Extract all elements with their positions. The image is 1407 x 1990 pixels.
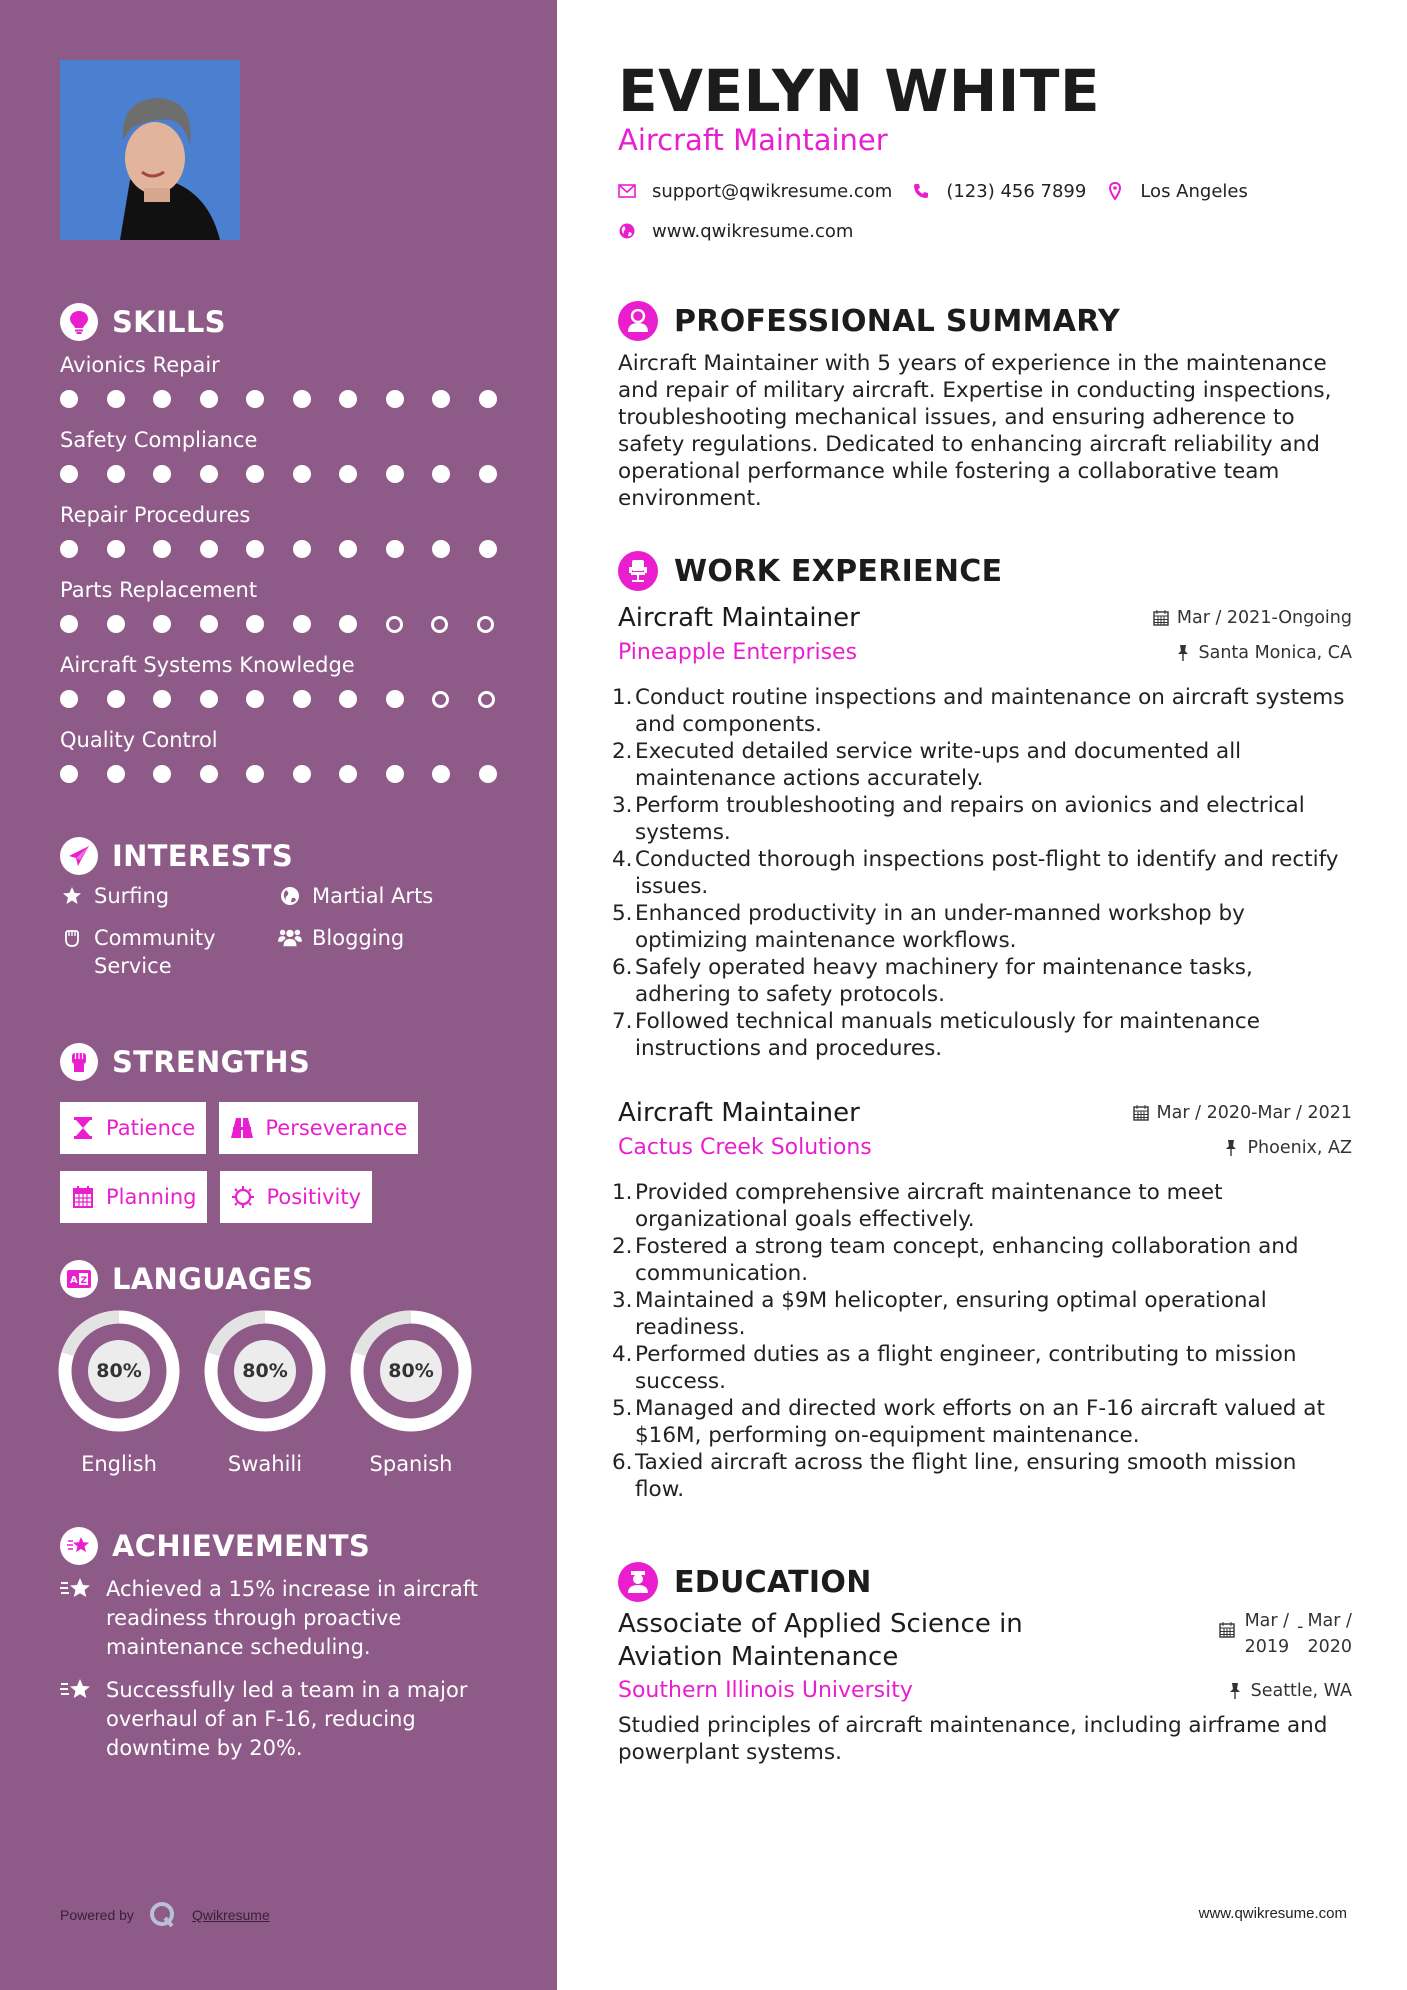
skill-rating [60,764,500,784]
rating-dot-filled [200,390,218,408]
contact-email[interactable]: support@qwikresume.com [618,181,892,202]
job-bullets [612,1179,1352,1503]
job-bullet: 3. Maintained a $9M helicopter, ensuring optimal operational readiness. [612,1288,1267,1340]
job-entry [612,600,1352,1062]
job-bullet: 4. Conducted thorough inspections post-flight to identify and rectify issues. [612,847,1339,899]
rating-dot-empty [432,691,449,708]
education-location: Seattle, WA [1227,1681,1352,1701]
pushpin-icon [1227,1683,1243,1699]
job-bullet: 2. Fostered a strong team concept, enhancing collaboration and communication. [612,1234,1299,1286]
rating-dot-filled [107,765,125,783]
rating-dot-filled [153,765,171,783]
main-content [557,0,1407,1990]
skill-label: Parts Replacement [60,578,258,602]
job-bullet: 4. Performed duties as a flight engineer, contributing to mission success. [612,1342,1297,1394]
job-bullet: 1. Conduct routine inspections and maintenance on aircraft systems and components. [612,685,1345,737]
rating-dot-filled [60,465,78,483]
job-title: Aircraft Maintainer [618,1098,860,1128]
pushpin-icon [1175,645,1191,661]
rating-dot-filled [107,465,125,483]
rating-dot-filled [153,390,171,408]
skill-label: Quality Control [60,728,218,752]
language-item: 80% English [58,1310,180,1476]
hourglass-icon [72,1117,94,1139]
office-chair-icon [618,551,658,591]
rating-dot-filled [293,765,311,783]
rating-dot-filled [432,765,450,783]
rating-dot-filled [386,690,404,708]
rating-dot-filled [293,390,311,408]
rating-dot-empty [478,691,495,708]
rating-dot-filled [60,615,78,633]
rating-dot-filled [479,390,497,408]
phone-icon [912,182,930,200]
job-bullet: 5. Managed and directed work efforts on an F-16 aircraft valued at $16M, performing on-equipment maintenance. [612,1396,1325,1448]
rating-dot-filled [153,465,171,483]
rating-dot-filled [246,390,264,408]
rating-dot-filled [293,615,311,633]
rating-dot-filled [200,540,218,558]
language-item: 80% Swahili [204,1310,326,1476]
shooting-star-icon [60,1575,92,1603]
school-name: Southern Illinois University [618,1678,913,1703]
skill-label: Repair Procedures [60,503,251,527]
contact-website[interactable]: www.qwikresume.com [618,221,853,242]
users-icon [278,924,302,952]
rating-dot-filled [339,540,357,558]
svg-text:A: A [70,1275,78,1286]
rating-dot-filled [246,465,264,483]
achievement-item: Achieved a 15% increase in aircraft readiness through proactive maintenance scheduling. [60,1575,510,1662]
rating-dot-filled [339,390,357,408]
rating-dot-filled [386,765,404,783]
calendar-icon [1219,1620,1235,1646]
achievements-list [60,1575,510,1777]
rating-dot-filled [386,390,404,408]
rating-dot-filled [200,615,218,633]
rating-dot-filled [107,615,125,633]
job-company: Cactus Creek Solutions [618,1135,872,1160]
translate-icon [60,1260,98,1298]
skill-item [60,725,500,784]
road-icon [231,1117,253,1139]
rating-dot-filled [432,540,450,558]
interest-item: Martial Arts [278,882,498,910]
shooting-star-icon [60,1527,98,1565]
rating-dot-filled [107,390,125,408]
rating-dot-filled [107,690,125,708]
skill-rating [60,614,500,634]
rating-dot-filled [479,465,497,483]
skill-item [60,575,500,634]
portrait-image [60,60,240,240]
globe-icon [618,222,636,240]
rating-dot-filled [386,465,404,483]
job-bullets [612,684,1352,1062]
job-location: Phoenix, AZ [1223,1138,1352,1158]
rating-dot-filled [339,690,357,708]
map-pin-icon [1106,182,1124,200]
job-bullet: 6. Safely operated heavy machinery for maintenance tasks, adhering to safety protocols. [612,955,1253,1007]
rating-dot-empty [477,616,494,633]
job-bullet: 1. Provided comprehensive aircraft maintenance to meet organizational goals effectively. [612,1180,1223,1232]
skill-item [60,500,500,559]
experience-heading: WORK EXPERIENCE [618,550,1002,592]
sun-icon [232,1186,254,1208]
candidate-name: EVELYN WHITE [618,57,1101,125]
skill-item [60,350,500,409]
rating-dot-filled [60,690,78,708]
language-progress-ring: 80% [204,1310,326,1432]
rating-dot-filled [107,540,125,558]
rating-dot-filled [293,540,311,558]
job-bullet: 3. Perform troubleshooting and repairs on avionics and electrical systems. [612,793,1305,845]
user-icon [618,301,658,341]
sidebar [0,0,557,1990]
job-bullet: 5. Enhanced productivity in an under-manned workshop by optimizing maintenance workflows. [612,901,1245,953]
education-entry [618,1608,1352,1766]
lightbulb-icon [60,303,98,341]
rating-dot-filled [293,690,311,708]
shooting-star-icon [60,1676,92,1704]
job-bullet: 2. Executed detailed service write-ups and documented all maintenance actions accurately. [612,739,1242,791]
graduate-icon [618,1562,658,1602]
contact-phone[interactable]: (123) 456 7899 [912,181,1086,202]
rating-dot-filled [200,465,218,483]
hand-icon [60,924,84,952]
rating-dot-filled [60,540,78,558]
rating-dot-filled [479,765,497,783]
skill-label: Aircraft Systems Knowledge [60,653,355,677]
footer-website-link[interactable]: www.qwikresume.com [1198,1905,1347,1922]
language-item: 80% Spanish [350,1310,472,1476]
skills-heading: SKILLS [60,302,226,342]
languages-list [58,1310,496,1476]
star-icon [60,882,84,910]
globe-icon [278,882,302,910]
candidate-title: Aircraft Maintainer [618,123,888,157]
rating-dot-filled [432,465,450,483]
rating-dot-empty [386,616,403,633]
job-entry [612,1095,1352,1503]
rating-dot-filled [479,540,497,558]
strengths-list [60,1102,510,1240]
languages-heading: A Z LANGUAGES [60,1259,313,1299]
education-dates: Mar / 2019 - Mar / 2020 [1219,1608,1352,1660]
calendar-icon [1153,610,1169,626]
powered-by: Powered by Qwikresume [60,1900,270,1930]
profile-photo [60,60,240,240]
skill-item [60,650,500,709]
achievements-heading: ACHIEVEMENTS [60,1526,370,1566]
language-progress-ring: 80% [350,1310,472,1432]
rating-dot-filled [60,390,78,408]
rating-dot-filled [246,690,264,708]
strengths-heading: STRENGTHS [60,1042,310,1082]
education-description: Studied principles of aircraft maintenance, including airframe and powerplant systems. [618,1713,1328,1765]
interests-heading: INTERESTS [60,836,293,876]
job-location: Santa Monica, CA [1175,643,1353,663]
rating-dot-filled [386,540,404,558]
skill-rating [60,389,500,409]
rating-dot-filled [246,765,264,783]
qwikresume-link[interactable]: Qwikresume [191,1907,270,1923]
job-title: Aircraft Maintainer [618,603,860,633]
pushpin-icon [1223,1140,1239,1156]
language-progress-ring: 80% [58,1310,180,1432]
interest-item: Blogging [278,924,498,980]
achievement-item: Successfully led a team in a major overhaul of an F-16, reducing downtime by 20%. [60,1676,510,1763]
summary-heading: PROFESSIONAL SUMMARY [618,300,1120,342]
qwikresume-logo-icon [148,1900,178,1930]
calendar-icon [1133,1105,1149,1121]
education-heading: EDUCATION [618,1561,872,1603]
rating-dot-filled [153,690,171,708]
skill-rating [60,689,500,709]
rating-dot-filled [153,615,171,633]
contact-location: Los Angeles [1106,181,1248,202]
skill-rating [60,539,500,559]
interests-list [60,882,510,980]
job-bullet: 6. Taxied aircraft across the flight line, ensuring smooth mission flow. [612,1450,1297,1502]
rating-dot-filled [432,390,450,408]
skill-label: Avionics Repair [60,353,220,377]
rating-dot-filled [339,765,357,783]
skill-label: Safety Compliance [60,428,258,452]
fist-icon [60,1043,98,1081]
paper-plane-icon [60,837,98,875]
job-dates: Mar / 2021-Ongoing [1153,608,1352,628]
rating-dot-filled [153,540,171,558]
skill-rating [60,464,500,484]
interest-item: Surfing [60,882,278,910]
strength-badge: Patience [60,1102,206,1154]
rating-dot-filled [60,765,78,783]
degree-title: Associate of Applied Science in Aviation Maintenance [618,1609,1023,1672]
strength-badge: Planning [60,1171,207,1223]
skill-item [60,425,500,484]
strength-badge: Perseverance [219,1102,418,1154]
rating-dot-filled [200,765,218,783]
rating-dot-filled [339,615,357,633]
rating-dot-filled [293,465,311,483]
summary-text: Aircraft Maintainer with 5 years of experience in the maintenance and repair of military aircraft. Expertise in conducting inspections, troubleshooting mechanical issues, and ensuring adherence to safety regulations. Dedicated to enhancing aircraft reliability and operational performance while fostering a collaborative team environment. [618,351,1332,511]
rating-dot-empty [431,616,448,633]
job-bullet: 7. Followed technical manuals meticulously for maintenance instructions and procedures. [612,1009,1260,1061]
rating-dot-filled [200,690,218,708]
rating-dot-filled [246,540,264,558]
job-company: Pineapple Enterprises [618,640,858,665]
rating-dot-filled [339,465,357,483]
rating-dot-filled [246,615,264,633]
contact-info [618,176,1358,256]
svg-text:Z: Z [80,1276,88,1286]
strength-badge: Positivity [220,1171,372,1223]
calendar-icon [72,1186,94,1208]
job-dates: Mar / 2020-Mar / 2021 [1133,1103,1352,1123]
interest-item: Community Service [60,924,278,980]
envelope-icon [618,182,636,200]
